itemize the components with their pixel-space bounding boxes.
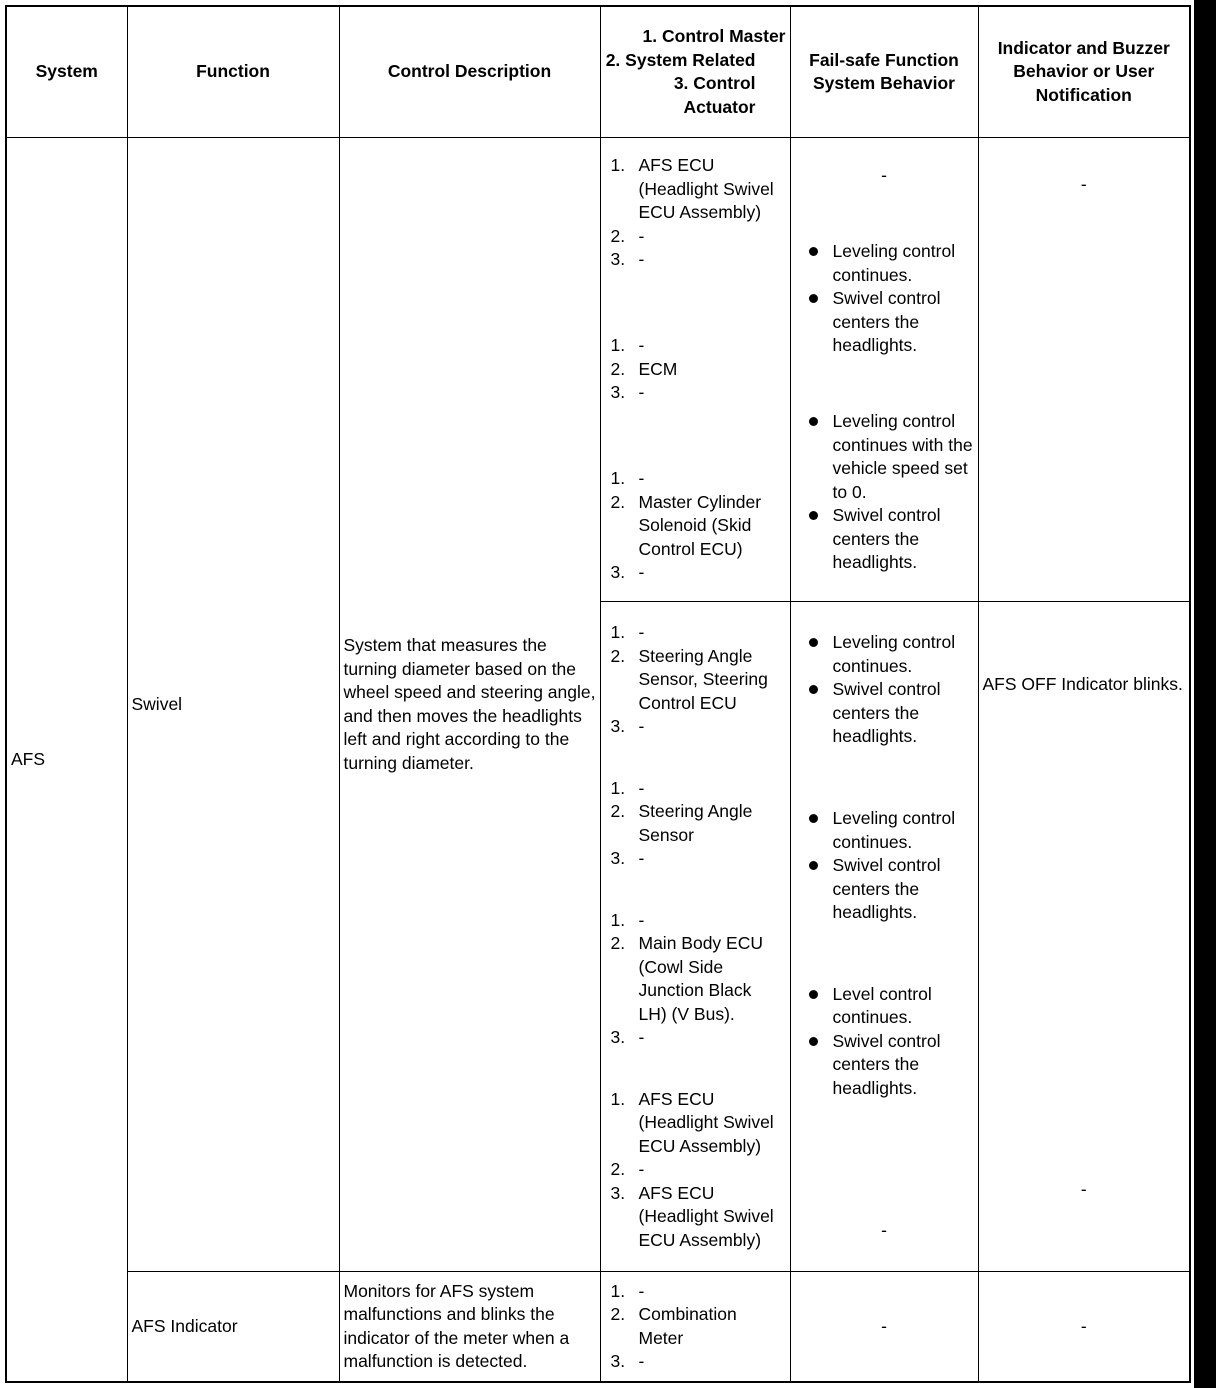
- header-indicator: Indicator and Buzzer Behavior or User Notification: [978, 6, 1190, 138]
- failsafe-group-4: Leveling control continues. Swivel control centers the headlights.: [791, 807, 978, 925]
- indicator-cell: [978, 138, 1190, 602]
- control-group-2: 1. - 2. Master Cylinder Solenoid (Skid Control ECU) 3. -: [610, 468, 762, 583]
- right-edge-bar: [1194, 0, 1216, 1388]
- header-control-description: Control Description: [339, 6, 600, 138]
- description-swivel: System that measures the turning diameter based on the wheel speed and steering angle, and then moves the headlights left and right according to the turning diameter.: [339, 138, 600, 1272]
- header-row: [6, 6, 1190, 138]
- failsafe-dash-7: -: [790, 1272, 978, 1382]
- failsafe-dash-0: -: [881, 165, 887, 186]
- system-cell: AFS: [6, 138, 127, 1382]
- indicator-dash-0: -: [1080, 173, 1087, 194]
- description-afs-indicator: Monitors for AFS system malfunctions and blinks the indicator of the meter when a malfunction is detected.: [339, 1272, 600, 1382]
- header-failsafe: Fail-safe Function System Behavior: [790, 6, 978, 138]
- function-swivel: Swivel: [127, 138, 339, 1272]
- control-cell: [600, 138, 790, 602]
- table-row: [6, 138, 1190, 602]
- indicator-dash-6: -: [1080, 1178, 1087, 1199]
- failsafe-cell: [790, 138, 978, 602]
- control-group-1: 1. - 2. ECM 3. -: [610, 335, 678, 403]
- indicator-cell: [978, 602, 1190, 1272]
- failsafe-group-3: Leveling control continues. Swivel control centers the headlights.: [791, 631, 978, 749]
- table-row: [6, 1272, 1190, 1382]
- failsafe-group-5: Level control continues. Swivel control centers the headlights.: [791, 983, 978, 1101]
- indicator-dash-7: -: [978, 1272, 1190, 1382]
- control-group-0: 1. AFS ECU (Headlight Swivel ECU Assembly) 2. - 3. -: [610, 155, 774, 270]
- indicator-afs-off-blinks: AFS OFF Indicator blinks.: [982, 673, 1183, 694]
- failsafe-cell: [790, 602, 978, 1272]
- function-afs-indicator: AFS Indicator: [127, 1272, 339, 1382]
- failsafe-group-2: Leveling control continues with the vehicle speed set to 0. Swivel control centers the headlights.: [791, 410, 978, 575]
- afs-fail-safe-table: [5, 5, 1191, 1383]
- header-control-master: 1. Control Master 2. System Related 3. Control Actuator: [600, 6, 790, 138]
- header-system: System: [6, 6, 127, 138]
- header-function: Function: [127, 6, 339, 138]
- failsafe-group-1: Leveling control continues. Swivel control centers the headlights.: [791, 240, 978, 358]
- control-cell: [600, 1272, 790, 1382]
- control-group-6: 1. AFS ECU (Headlight Swivel ECU Assembly) 2. - 3. AFS ECU (Headlight Swivel ECU Assembly): [610, 1088, 774, 1250]
- failsafe-dash-6: -: [881, 1219, 887, 1240]
- control-group-7: 1. - 2. Combination Meter 3. -: [610, 1280, 737, 1372]
- control-cell: [600, 602, 790, 1272]
- control-group-4: 1. - 2. Steering Angle Sensor 3. -: [610, 777, 753, 869]
- control-group-3: 1. - 2. Steering Angle Sensor, Steering Control ECU 3. -: [610, 622, 768, 737]
- control-group-5: 1. - 2. Main Body ECU (Cowl Side Junction Black LH) (V Bus). 3. -: [610, 909, 763, 1048]
